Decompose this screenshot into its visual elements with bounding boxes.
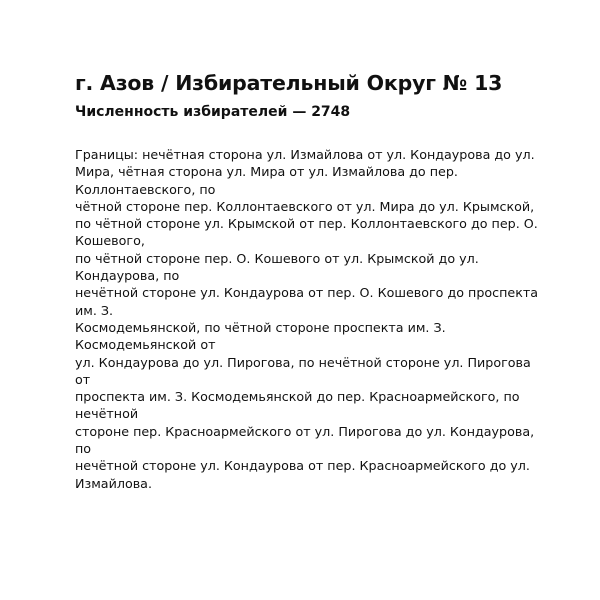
boundary-line: по чётной стороне ул. Крымской от пер. Коллонтаевского до пер. О.	[75, 216, 538, 232]
district-card	[75, 70, 539, 492]
page-title: г. Азов / Избирательный Округ № 13	[75, 71, 503, 95]
boundary-line: ул. Кондаурова до ул. Пирогова, по нечётной стороне ул. Пирогова	[75, 354, 531, 370]
boundary-line: по	[75, 441, 92, 457]
boundary-line: Кошевого,	[75, 233, 145, 249]
voter-count: Численность избирателей — 2748	[75, 104, 351, 120]
boundary-line: от	[75, 371, 91, 387]
boundary-line: Измайлова.	[75, 475, 152, 491]
boundary-line: нечётной стороне ул. Кондаурова от пер. Красноармейского до ул.	[75, 458, 530, 474]
boundaries-text	[75, 146, 539, 492]
boundary-line: нечётной	[75, 406, 139, 422]
boundary-line: проспекта им. З. Космодемьянской до пер. Красноармейского, по	[75, 389, 520, 405]
boundary-line: Космодемьянской, по чётной стороне проспекта им. З.	[75, 319, 446, 335]
boundary-line: им. З.	[75, 302, 114, 318]
boundary-line: Мира, чётная сторона ул. Мира от ул. Измайлова до пер.	[75, 164, 458, 180]
boundary-line: Космодемьянской от	[75, 337, 216, 353]
boundary-line: Коллонтаевского, по	[75, 181, 216, 197]
boundary-line: стороне пер. Красноармейского от ул. Пирогова до ул. Кондаурова,	[75, 423, 535, 439]
boundary-line: Границы: нечётная сторона ул. Измайлова от ул. Кондаурова до ул.	[75, 147, 535, 162]
boundary-line: Кондаурова, по	[75, 268, 180, 284]
boundary-line: нечётной стороне ул. Кондаурова от пер. О. Кошевого до проспекта	[75, 285, 539, 301]
boundary-line: по чётной стороне пер. О. Кошевого от ул. Крымской до ул.	[75, 250, 479, 266]
boundary-line: чётной стороне пер. Коллонтаевского от ул. Мира до ул. Крымской,	[75, 198, 535, 214]
